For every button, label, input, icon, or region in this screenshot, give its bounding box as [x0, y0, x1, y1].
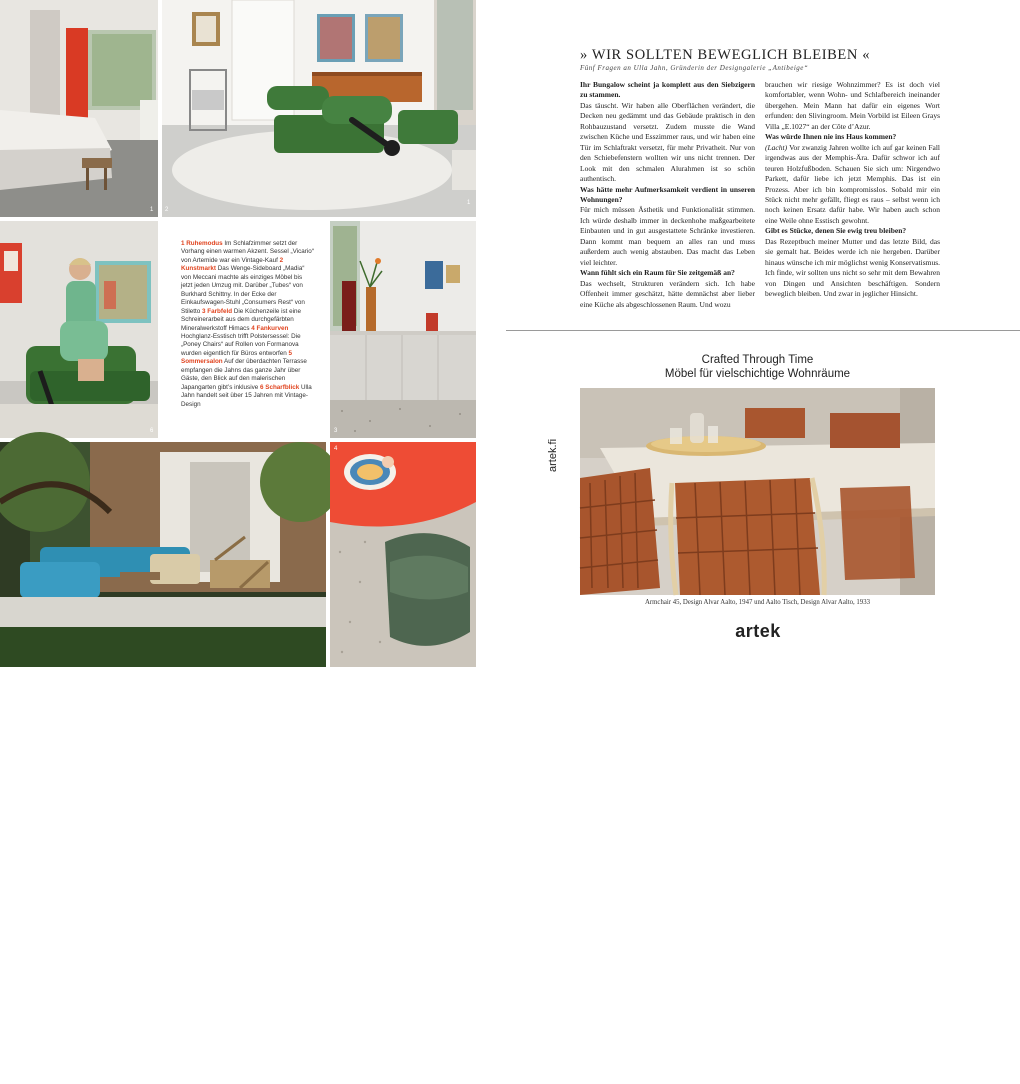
artek-logo[interactable]: artek [735, 621, 781, 641]
photo-portrait [0, 221, 158, 438]
interview-question: Wann fühlt sich ein Raum für Sie zeitgemäß an? [580, 268, 735, 278]
photo-living-room [162, 0, 476, 217]
answer-text: Vor zwanzig Jahren wollte ich auf gar keinen Fall irgendwas aus der Memphis-Ära. Dafür schwor ich auf teuren Holzfußboden. Schauen Sie sich um: Nirgendwo Parkett, dafür liebe ich jetzt Memphis. Das ist ein Prozess. Aber ich bin kompromisslos. Sobald mir ein Stück nicht mehr gefällt, fliegt es raus – selbst wenn ich noch keinen Ersatz dafür habe. Wir haben auch schon eine Weile ohne Esstisch gewohnt. [765, 142, 940, 225]
ad-photo-chairs-table [580, 388, 935, 595]
ad-title-line-1: Crafted Through Time [701, 354, 814, 366]
photo-number: 6 [150, 428, 154, 434]
answer-lead: (Lacht) [765, 142, 788, 152]
photo-number: 3 [334, 428, 338, 434]
ad-url[interactable]: artek.fi [547, 438, 559, 472]
caption-3: 3 Farbfeld Die Küchenzeile ist eine Schreinerarbeit aus dem durchgefärbten Mineralwerkstoff Himacs [181, 307, 302, 332]
caption-1: 1 Ruhemodus Im Schlafzimmer setzt der Vorhang einen warmen Akzent. Sessel „Vicario“ von Artemide war ein Vintage-Kauf [181, 240, 314, 264]
caption-6: 6 Scharfblick Ulla Jahn handelt seit über 15 Jahren mit Vintage-Design [181, 383, 312, 408]
article-headline: » WIR SOLLTEN BEWEGLICH BLEIBEN « [580, 47, 871, 63]
ad-title [580, 353, 935, 381]
interview-question: Ihr Bungalow scheint ja komplett aus den Siebzigern zu stammen. [580, 80, 755, 100]
interview-question: Was würde Ihnen nie ins Haus kommen? [765, 132, 897, 142]
interview-answer: brauchen wir riesige Wohnzimmer? Es ist doch viel komfortabler, wenn Wohn- und Schlafbereich ineinander übergehen. Mein Mann hat dafür ein eigenes Wort erfunden: den Slivingroom. Mein Vorbild ist Eileen Grays Villa „E.1027“ an der Côte d’Azur. [765, 80, 940, 131]
article-subline: Fünf Fragen an Ulla Jahn, Gründerin der Designgalerie „Antibeige“ [580, 64, 809, 72]
photo-captions [181, 240, 314, 409]
photo-dining-detail [330, 442, 476, 667]
article-column-2 [765, 80, 940, 300]
article-column-1 [580, 80, 755, 310]
caption-2: 2 Kunstmarkt Das Wenge-Sideboard „Madia“ von Meccani machte als einziges Möbel bis jetzt jeden Umzug mit. Darüber „Tubes“ von Burkhard Schittny. In der Ecke der Einkaufswagen-Stuhl „Consumers Rest“ von Stiletto [181, 256, 305, 315]
photo-terrace [0, 442, 326, 1084]
photo-bedroom [0, 0, 158, 217]
photo-kitchen [330, 221, 476, 438]
photo-number: 2 [165, 207, 169, 213]
photo-number: 1 [150, 207, 154, 213]
interview-question: Gibt es Stücke, denen Sie ewig treu bleiben? [765, 226, 907, 236]
interview-question: Was hätte mehr Aufmerksamkeit verdient in unseren Wohnungen? [580, 184, 755, 204]
interview-answer [765, 143, 940, 227]
interview-answer: Für mich müssen Ästhetik und Funktionalität stimmen. Ich würde deshalb immer in deckenhohe maßgearbeitete Einbauten und in gut ausgestattete Schränke investieren. Dann kommt man bequem an alles ran und muss außerdem auch wenig abstauben. Das macht das Leben viel leichter. [580, 205, 755, 267]
page-folio: 84 • SCHÖNER WOHNEN SPEZIAL [5, 1078, 100, 1084]
interview-answer: Das wechselt, Strukturen verändern sich. Ich habe Offenheit immer geschätzt, hätte demnächst aber lieber eine Küche als abgeschlossenen Raum. Und wozu [580, 278, 755, 309]
section-divider [506, 330, 1020, 331]
interview-answer: Das täuscht. Wir haben alle Oberflächen verändert, die Decken neu gedämmt und das Gebäude praktisch in den Rohbauzustand versetzt. Zudem musste die Wand zwischen Küche und Esszimmer raus, und wir haben eine Tür im Schlaftrakt versetzt, für mehr Privatheit. Nur von den Schiebefenstern wollten wir uns nicht trennen. Der Look mit den schmalen Alurahmen ist so schön authentisch. [580, 100, 755, 184]
interview-answer: Das Rezeptbuch meiner Mutter und das letzte Bild, das sie gemalt hat. Beides werde ich nie hergeben. Darüber hinaus wünsche ich mir möglichst wenig Konservatismus. Ich finde, wir sollten uns nicht so sehr mit dem Bewahren von Dingen und Ansichten beschäftigen. Sondern beweglich bleiben. Und zwar in jeglicher Hinsicht. [765, 236, 940, 299]
photo-number: 4 [334, 446, 338, 452]
ad-caption: Armchair 45, Design Alvar Aalto, 1947 und Aalto Tisch, Design Alvar Aalto, 1933 [644, 599, 871, 606]
photo-number: 1 [467, 200, 471, 206]
caption-4: 4 Fankurven Hochglanz-Esstisch trifft Polstersessel: Die „Poney Chairs“ auf Rollen von Formanova wurden eigentlich für Büros entworfen [181, 324, 301, 357]
caption-5: 5 Sommersalon Auf der überdachten Terrasse empfangen die Jahns das ganze Jahr über Gäste, den Blick auf den malerischen Japangarten gibt’s inklusive [181, 349, 307, 391]
ad-title-line-2: Möbel für vielschichtige Wohnräume [664, 368, 851, 380]
